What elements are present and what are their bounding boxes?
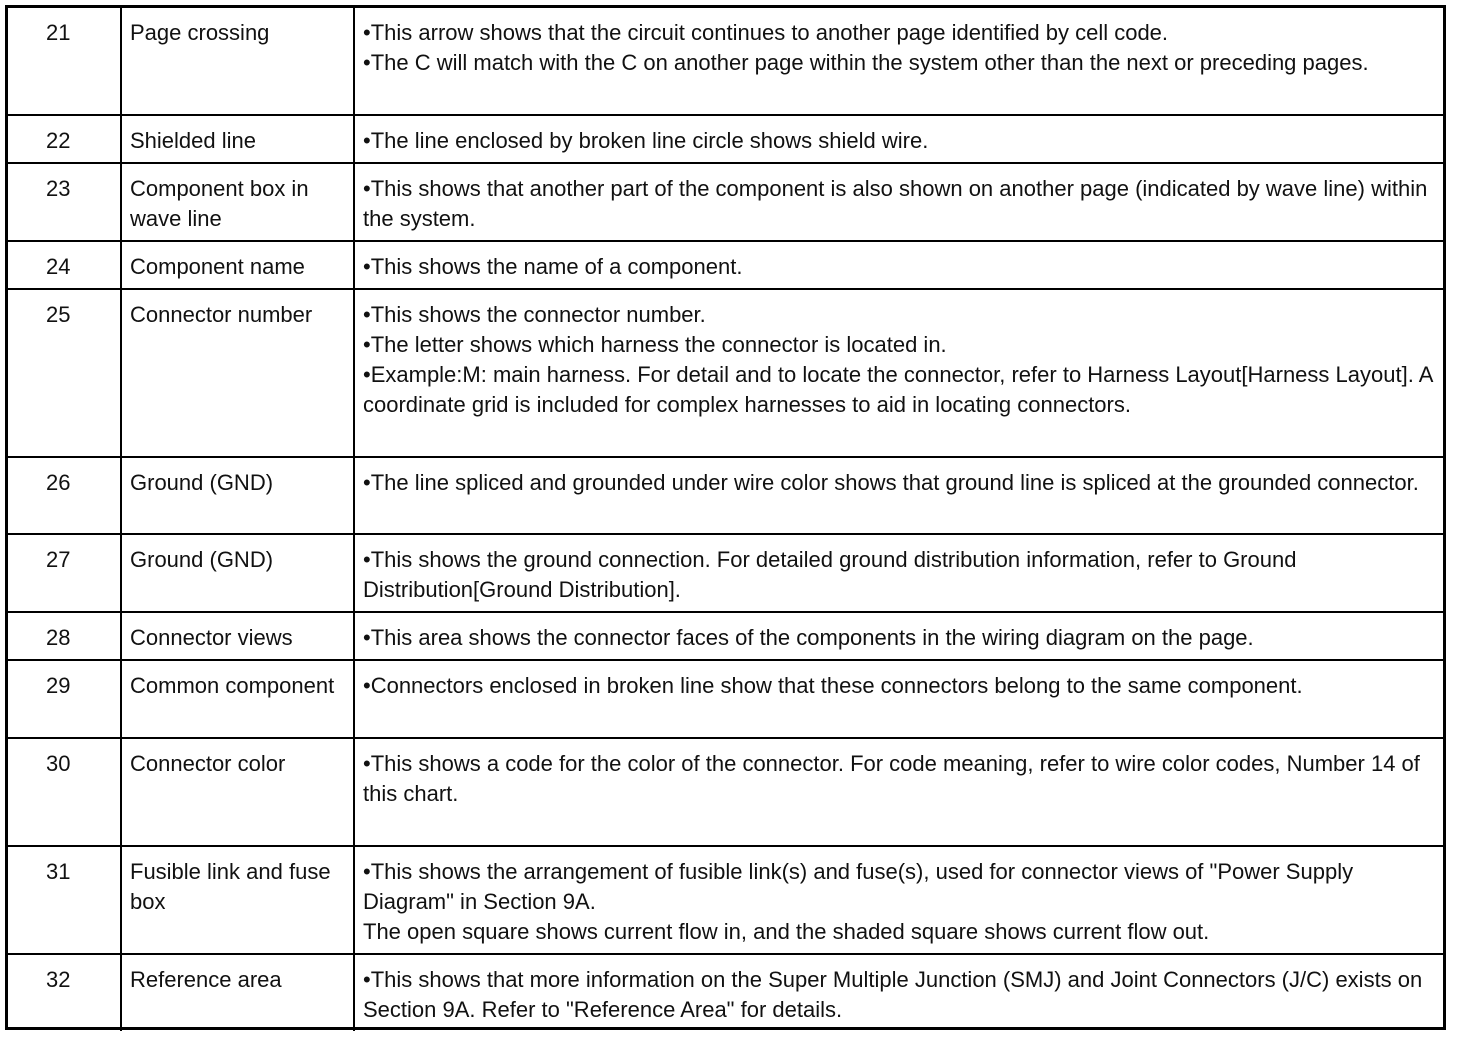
table-row [8, 612, 1443, 660]
description-line: •This shows a code for the color of the connector. For code meaning, refer to wire color codes, Number 14 of this chart. [363, 751, 1420, 806]
table-row [8, 163, 1443, 241]
row-description [354, 241, 1443, 289]
row-name: Reference area [121, 954, 354, 1031]
row-number: 21 [8, 8, 121, 115]
row-name: Ground (GND) [121, 457, 354, 534]
row-number: 23 [8, 163, 121, 241]
row-description [354, 289, 1443, 457]
description-line: The open square shows current flow in, and the shaded square shows current flow out. [363, 919, 1210, 944]
row-description [354, 954, 1443, 1031]
description-line: •This shows the connector number. [363, 302, 706, 327]
table-row [8, 660, 1443, 738]
description-line: •This shows the ground connection. For detailed ground distribution information, refer to Ground Distribution[Ground Distribution]. [363, 547, 1297, 602]
description-line: •The C will match with the C on another page within the system other than the next or preceding pages. [363, 50, 1369, 75]
table-row [8, 534, 1443, 612]
description-line: •The line enclosed by broken line circle shows shield wire. [363, 128, 929, 153]
row-number: 29 [8, 660, 121, 738]
row-description [354, 115, 1443, 163]
row-description [354, 163, 1443, 241]
table-row [8, 738, 1443, 846]
description-line: •This shows that more information on the Super Multiple Junction (SMJ) and Joint Connectors (J/C) exists on Section 9A. Refer to "Reference Area" for details. [363, 967, 1423, 1022]
row-number: 30 [8, 738, 121, 846]
row-name: Page crossing [121, 8, 354, 115]
row-name: Common component [121, 660, 354, 738]
row-name: Fusible link and fuse box [121, 846, 354, 954]
description-line: •This shows that another part of the component is also shown on another page (indicated by wave line) within the system. [363, 176, 1428, 231]
row-number: 22 [8, 115, 121, 163]
table-row [8, 115, 1443, 163]
reference-table [5, 5, 1446, 1030]
row-description [354, 660, 1443, 738]
row-number: 32 [8, 954, 121, 1031]
row-description [354, 534, 1443, 612]
row-description [354, 846, 1443, 954]
row-number: 27 [8, 534, 121, 612]
symbol-table [8, 8, 1443, 1031]
table-row [8, 8, 1443, 115]
row-name: Component box in wave line [121, 163, 354, 241]
row-number: 26 [8, 457, 121, 534]
row-number: 28 [8, 612, 121, 660]
row-name: Component name [121, 241, 354, 289]
row-name: Connector number [121, 289, 354, 457]
description-line: •The line spliced and grounded under wire color shows that ground line is spliced at the grounded connector. [363, 470, 1419, 495]
description-line: •This arrow shows that the circuit continues to another page identified by cell code. [363, 20, 1169, 45]
row-name: Connector views [121, 612, 354, 660]
row-number: 25 [8, 289, 121, 457]
description-line: •This shows the name of a component. [363, 254, 743, 279]
table-row [8, 457, 1443, 534]
table-row [8, 954, 1443, 1031]
description-line: •Example:M: main harness. For detail and to locate the connector, refer to Harness Layout[Harness Layout]. A coordinate grid is included for complex harnesses to aid in locating connectors. [363, 362, 1433, 417]
row-description [354, 8, 1443, 115]
table-row [8, 241, 1443, 289]
row-description [354, 612, 1443, 660]
row-name: Ground (GND) [121, 534, 354, 612]
row-name: Shielded line [121, 115, 354, 163]
description-line: •The letter shows which harness the connector is located in. [363, 332, 947, 357]
description-line: •This shows the arrangement of fusible link(s) and fuse(s), used for connector views of "Power Supply Diagram" in Section 9A. [363, 859, 1354, 914]
row-number: 31 [8, 846, 121, 954]
description-line: •Connectors enclosed in broken line show that these connectors belong to the same component. [363, 673, 1303, 698]
table-body [8, 8, 1443, 1031]
row-description [354, 457, 1443, 534]
table-row [8, 846, 1443, 954]
description-line: •This area shows the connector faces of the components in the wiring diagram on the page. [363, 625, 1254, 650]
table-row [8, 289, 1443, 457]
row-description [354, 738, 1443, 846]
row-number: 24 [8, 241, 121, 289]
row-name: Connector color [121, 738, 354, 846]
